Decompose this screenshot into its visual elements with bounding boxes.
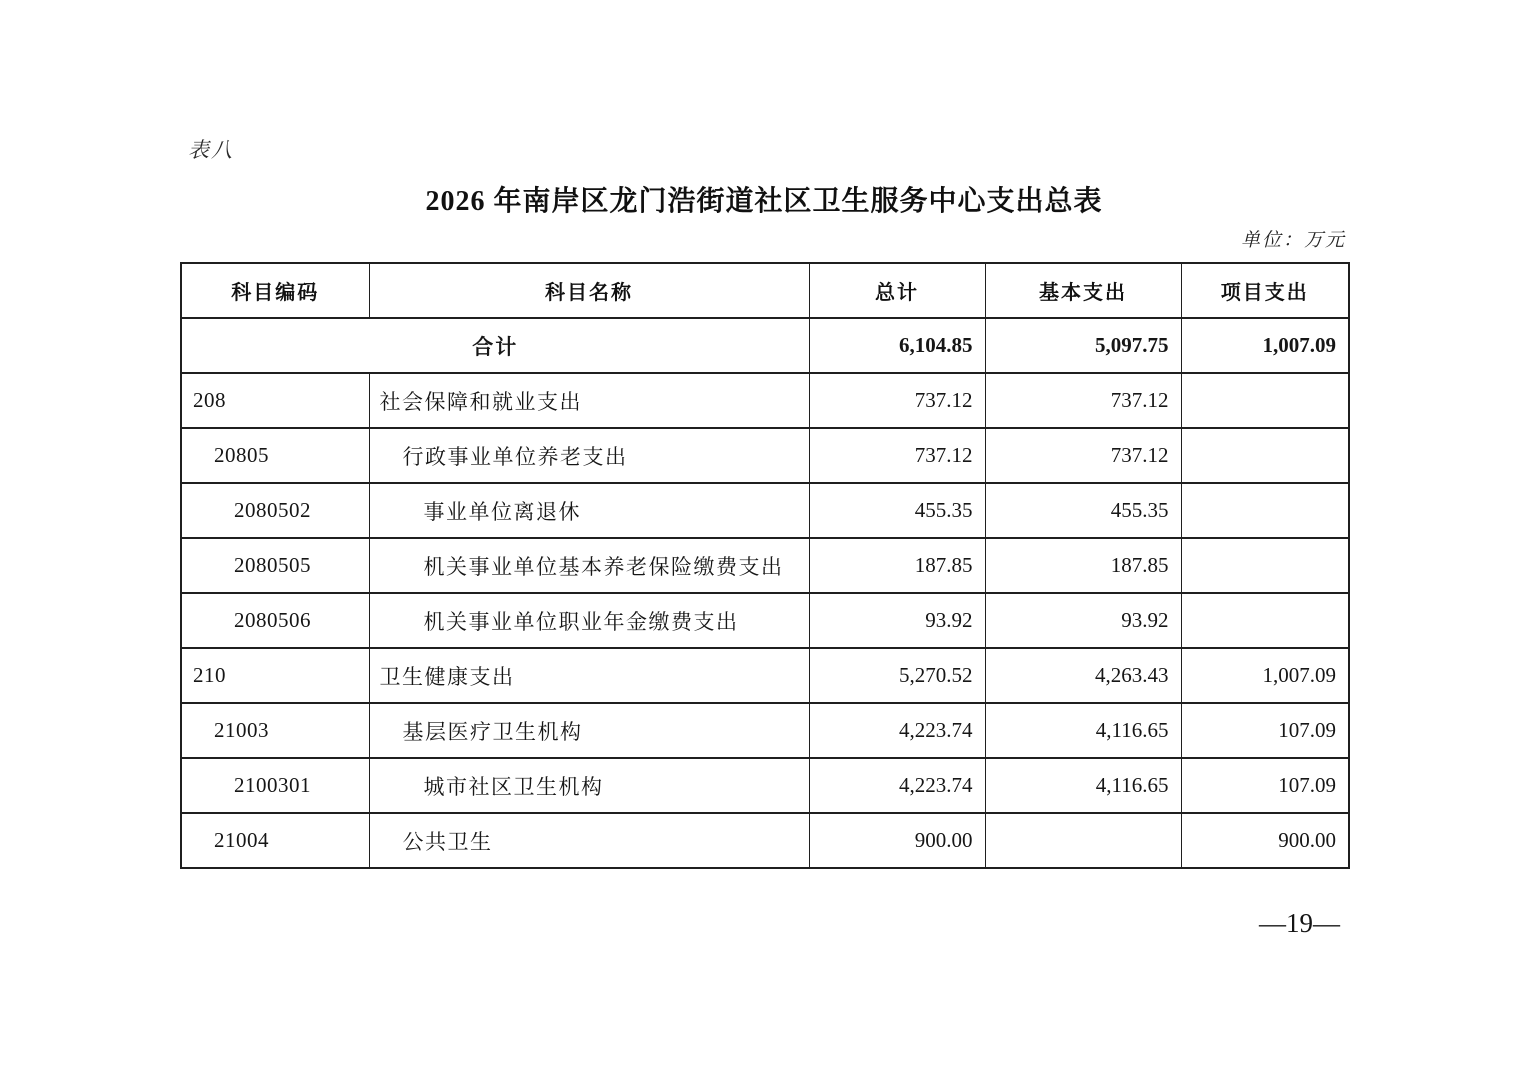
subject-code-cell: 2080505 — [181, 538, 369, 593]
grand-total-row — [181, 318, 1349, 373]
project-expense-cell: 107.09 — [1181, 703, 1349, 758]
total-cell: 5,270.52 — [809, 648, 985, 703]
subject-name-cell: 公共卫生 — [369, 813, 809, 868]
table-row — [181, 758, 1349, 813]
subject-code-cell: 2080506 — [181, 593, 369, 648]
header-project-expense: 项目支出 — [1181, 263, 1349, 318]
table-row — [181, 703, 1349, 758]
subject-code-cell: 21004 — [181, 813, 369, 868]
subject-code-cell: 210 — [181, 648, 369, 703]
header-subject-code: 科目编码 — [181, 263, 369, 318]
basic-expense-cell: 737.12 — [985, 428, 1181, 483]
table-header — [181, 263, 1349, 318]
basic-expense-cell: 93.92 — [985, 593, 1181, 648]
project-expense-cell — [1181, 538, 1349, 593]
basic-expense-cell: 4,263.43 — [985, 648, 1181, 703]
project-expense-cell — [1181, 593, 1349, 648]
project-expense-cell: 900.00 — [1181, 813, 1349, 868]
table-row — [181, 483, 1349, 538]
project-expense-cell — [1181, 373, 1349, 428]
table-row — [181, 813, 1349, 868]
subject-code-cell: 208 — [181, 373, 369, 428]
header-subject-name: 科目名称 — [369, 263, 809, 318]
subject-name-cell: 城市社区卫生机构 — [369, 758, 809, 813]
total-cell: 4,223.74 — [809, 703, 985, 758]
unit-note: 单位：万元 — [1240, 230, 1346, 251]
expenditure-table — [180, 262, 1350, 869]
table-row — [181, 373, 1349, 428]
subject-code-cell: 2080502 — [181, 483, 369, 538]
table-label: 表八 — [188, 138, 234, 162]
total-cell: 4,223.74 — [809, 758, 985, 813]
table-row — [181, 648, 1349, 703]
basic-expense-cell: 455.35 — [985, 483, 1181, 538]
basic-expense-cell: 737.12 — [985, 373, 1181, 428]
project-expense-cell: 107.09 — [1181, 758, 1349, 813]
header-total: 总计 — [809, 263, 985, 318]
page-number: —19— — [1259, 908, 1340, 938]
basic-expense-cell — [985, 813, 1181, 868]
subject-name-cell: 卫生健康支出 — [369, 648, 809, 703]
basic-expense-cell: 187.85 — [985, 538, 1181, 593]
total-cell: 455.35 — [809, 483, 985, 538]
subject-name-cell: 基层医疗卫生机构 — [369, 703, 809, 758]
subject-name-cell: 行政事业单位养老支出 — [369, 428, 809, 483]
table-row — [181, 593, 1349, 648]
page-title: 2026 年南岸区龙门浩街道社区卫生服务中心支出总表 — [425, 186, 1103, 217]
table-row — [181, 538, 1349, 593]
basic-expense-cell: 4,116.65 — [985, 703, 1181, 758]
table-row — [181, 428, 1349, 483]
header-basic-expense: 基本支出 — [985, 263, 1181, 318]
grand-total-total: 6,104.85 — [809, 318, 985, 373]
basic-expense-cell: 4,116.65 — [985, 758, 1181, 813]
subject-name-cell: 事业单位离退休 — [369, 483, 809, 538]
subject-name-cell: 机关事业单位职业年金缴费支出 — [369, 593, 809, 648]
grand-total-basic: 5,097.75 — [985, 318, 1181, 373]
total-cell: 900.00 — [809, 813, 985, 868]
subject-code-cell: 20805 — [181, 428, 369, 483]
project-expense-cell: 1,007.09 — [1181, 648, 1349, 703]
total-cell: 93.92 — [809, 593, 985, 648]
total-cell: 737.12 — [809, 373, 985, 428]
project-expense-cell — [1181, 428, 1349, 483]
subject-code-cell: 21003 — [181, 703, 369, 758]
grand-total-project: 1,007.09 — [1181, 318, 1349, 373]
header-row — [181, 263, 1349, 318]
total-cell: 187.85 — [809, 538, 985, 593]
grand-total-label: 合计 — [181, 318, 809, 373]
table-body — [181, 318, 1349, 868]
total-cell: 737.12 — [809, 428, 985, 483]
project-expense-cell — [1181, 483, 1349, 538]
subject-name-cell: 机关事业单位基本养老保险缴费支出 — [369, 538, 809, 593]
subject-code-cell: 2100301 — [181, 758, 369, 813]
subject-name-cell: 社会保障和就业支出 — [369, 373, 809, 428]
